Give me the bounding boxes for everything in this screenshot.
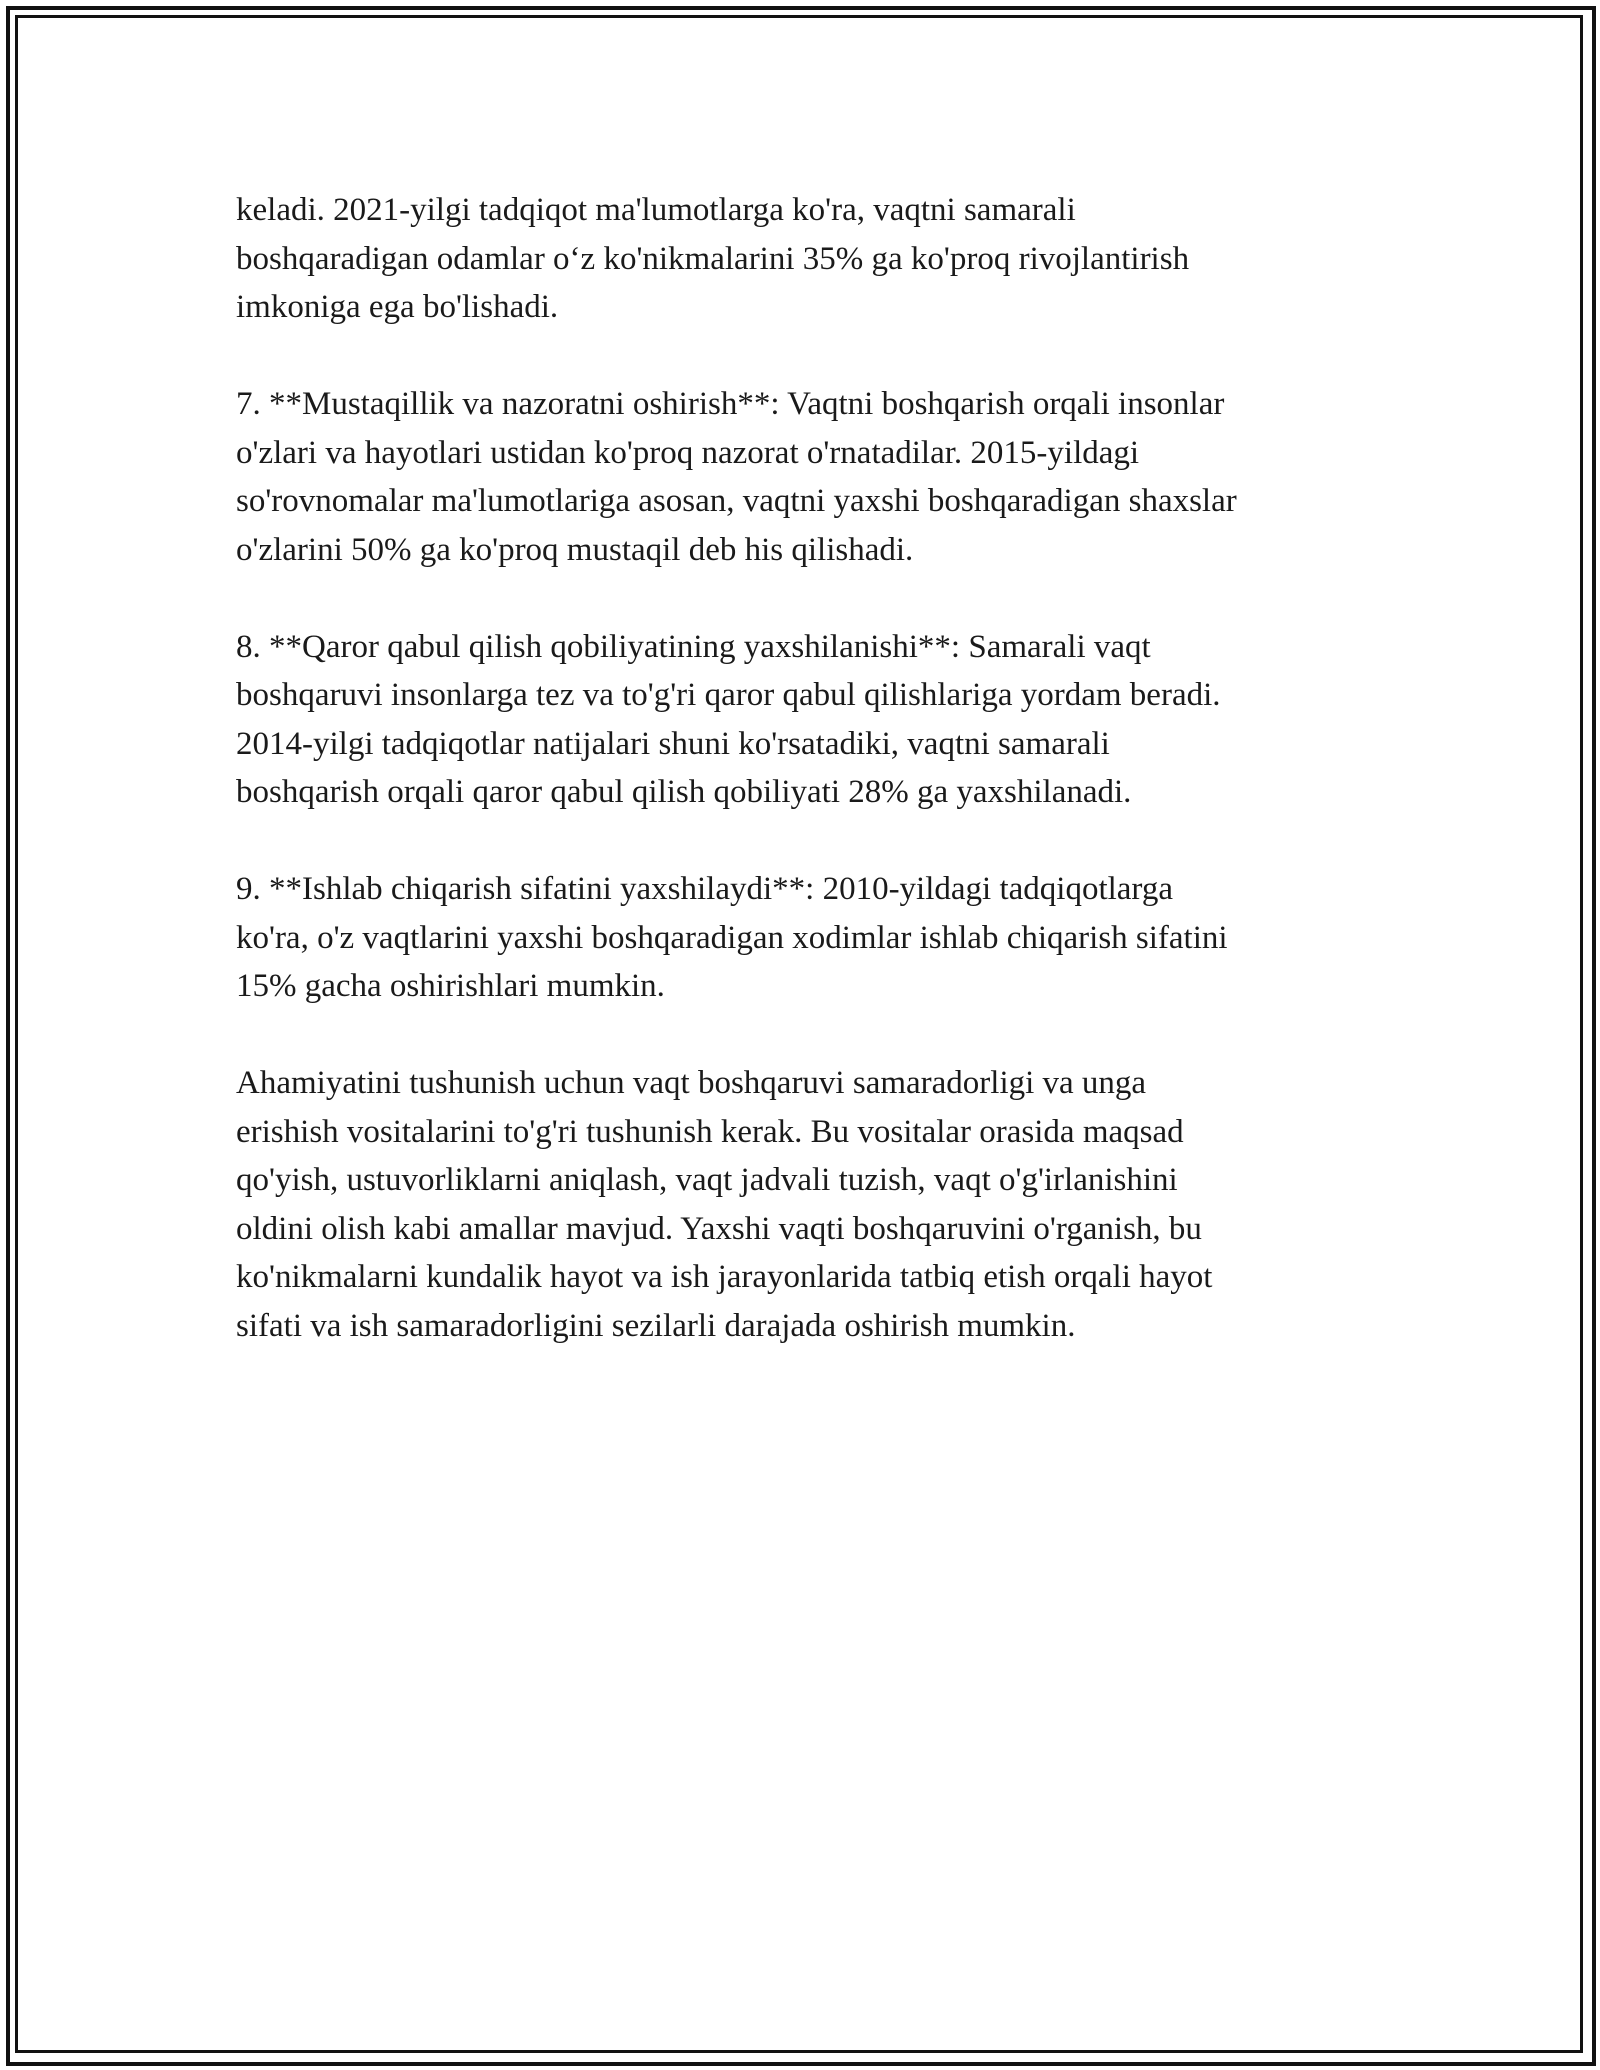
text-line: ko'ra, o'z vaqtlarini yaxshi boshqaradigan xodimlar ishlab chiqarish sifatini: [236, 919, 1228, 956]
text-line: Ahamiyatini tushunish uchun vaqt boshqaruvi samaradorligi va unga: [236, 1065, 1147, 1101]
list-item-7: [236, 380, 1366, 574]
text-line: 7. **Mustaqillik va nazoratni oshirish**: Vaqtni boshqarish orqali insonlar: [236, 386, 1225, 422]
text-line: 2014-yilgi tadqiqotlar natijalari shuni ko'rsatadiki, vaqtni samarali: [236, 725, 1110, 762]
text-line: imkoniga ega bo'lishadi.: [236, 289, 559, 325]
text-line: sifati va ish samaradorligini sezilarli darajada oshirish mumkin.: [236, 1307, 1076, 1344]
text-line: so'rovnomalar ma'lumotlariga asosan, vaqtni yaxshi boshqaradigan shaxslar: [236, 483, 1237, 519]
text-line: 15% gacha oshirishlari mumkin.: [236, 968, 665, 1004]
text-line: o'zlarini 50% ga ko'proq mustaqil deb his qilishadi.: [236, 531, 914, 568]
text-line: o'zlari va hayotlari ustidan ko'proq nazorat o'rnatadilar. 2015-yildagi: [236, 434, 1140, 471]
text-line: 8. **Qaror qabul qilish qobiliyatining yaxshilanishi**: Samarali vaqt: [236, 628, 1151, 665]
list-item-8: [236, 623, 1366, 817]
list-item-9: [236, 865, 1366, 1011]
text-line: oldini olish kabi amallar mavjud. Yaxshi vaqti boshqaruvini o'rganish, bu: [236, 1210, 1202, 1247]
text-line: erishish vositalarini to'g'ri tushunish kerak. Bu vositalar orasida maqsad: [236, 1113, 1184, 1150]
paragraph-continuation: [236, 186, 1366, 332]
document-body: [236, 186, 1366, 1399]
text-line: qo'yish, ustuvorliklarni aniqlash, vaqt jadvali tuzish, vaqt o'g'irlanishini: [236, 1162, 1178, 1198]
text-line: ko'nikmalarni kundalik hayot va ish jarayonlarida tatbiq etish orqali hayot: [236, 1259, 1213, 1295]
paragraph-conclusion: [236, 1059, 1366, 1350]
text-line: boshqaruvi insonlarga tez va to'g'ri qaror qabul qilishlariga yordam beradi.: [236, 677, 1221, 713]
text-line: keladi. 2021-yilgi tadqiqot ma'lumotlarga ko'ra, vaqtni samarali: [236, 192, 1076, 228]
text-line: 9. **Ishlab chiqarish sifatini yaxshilaydi**: 2010-yildagi tadqiqotlarga: [236, 871, 1173, 907]
text-line: boshqaradigan odamlar o‘z ko'nikmalarini 35% ga ko'proq rivojlantirish: [236, 240, 1190, 277]
text-line: boshqarish orqali qaror qabul qilish qobiliyati 28% ga yaxshilanadi.: [236, 774, 1132, 810]
